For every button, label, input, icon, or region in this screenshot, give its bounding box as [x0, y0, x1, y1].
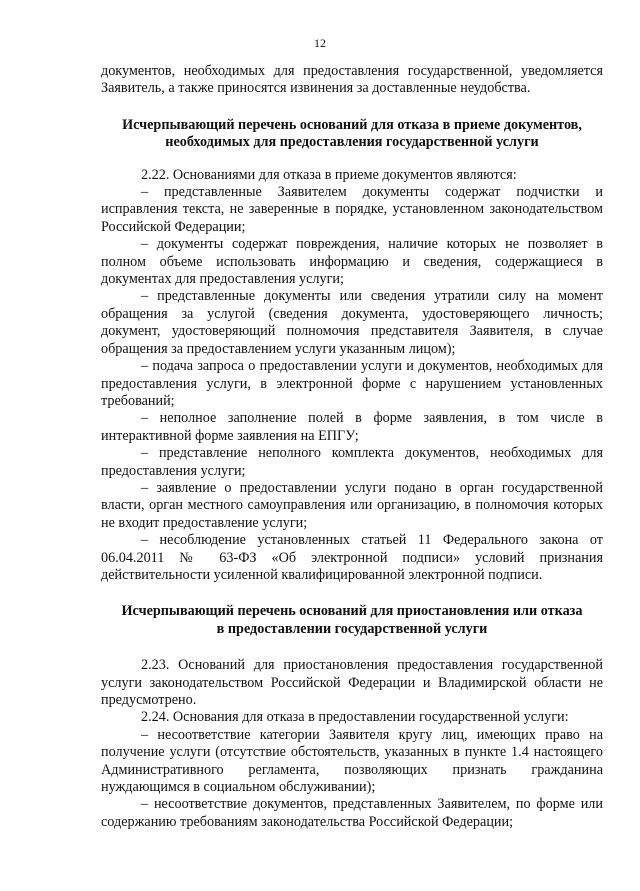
list-item: – представленные Заявителем документы содержат подчистки и исправления текста, не заверенные в порядке, установленном законодательством Российской Федерации; — [101, 184, 603, 235]
page-number: 12 — [314, 36, 326, 50]
heading-refusal-acceptance: Исчерпывающий перечень оснований для отказа в приеме документов, необходимых для предоставления государственной услуги — [122, 116, 582, 151]
section-2-24-lead: 2.24. Основания для отказа в предоставлении государственной услуги: — [141, 709, 569, 726]
list-item: – представленные документы или сведения утратили силу на момент обращения за услугой (сведения документа, удостоверяющего личность; документ, удостоверяющий полномочия представителя Заявителя, в случае обращения за предоставлением услуги указанным лицом); — [101, 288, 603, 357]
list-item: – несоответствие категории Заявителя кругу лиц, имеющих право на получение услуги (отсутствие обстоятельств, указанных в пункте 1.4 настоящего Административного регламента, позволяющих признать гражданина нуждающимся в социальном обслуживании); — [101, 726, 603, 796]
list-item: – представление неполного комплекта документов, необходимых для предоставления услуги; — [101, 445, 603, 479]
list-item: – заявление о предоставлении услуги подано в орган государственной власти, орган местного самоуправления или организацию, в полномочия которых не входит предоставление услуги; — [101, 479, 603, 531]
list-item: – несоответствие документов, представленных Заявителем, по форме или содержанию требованиям законодательства Российской Федерации; — [101, 796, 603, 830]
heading-suspension-refusal: Исчерпывающий перечень оснований для приостановления или отказа в предоставлении государственной услуги — [121, 603, 583, 637]
section-2-22-lead: 2.22. Основаниями для отказа в приеме документов являются: — [141, 166, 517, 183]
intro-paragraph: документов, необходимых для предоставления государственной, уведомляется Заявитель, а также приносятся извинения за доставленные неудобства. — [101, 63, 603, 97]
section-2-23: 2.23. Оснований для приостановления предоставления государственной услуги законодательством Российской Федерации и Владимирской области не предусмотрено. — [101, 657, 603, 708]
list-item: – документы содержат повреждения, наличие которых не позволяет в полном объеме использовать информацию и сведения, содержащиеся в документах для предоставления услуги; — [101, 236, 603, 288]
document-body — [101, 63, 603, 831]
list-item: – неполное заполнение полей в форме заявления, в том числе в интерактивной форме заявления на ЕПГУ; — [101, 410, 603, 444]
list-item: – подача запроса о предоставлении услуги и документов, необходимых для предоставления услуги, в электронной форме с нарушением установленных требований; — [101, 358, 603, 409]
list-item: – несоблюдение установленных статьей 11 Федерального закона от 06.04.2011 № 63-ФЗ «Об электронной подписи» условий признания действительности усиленной квалифицированной электронной подписи. — [101, 532, 603, 583]
